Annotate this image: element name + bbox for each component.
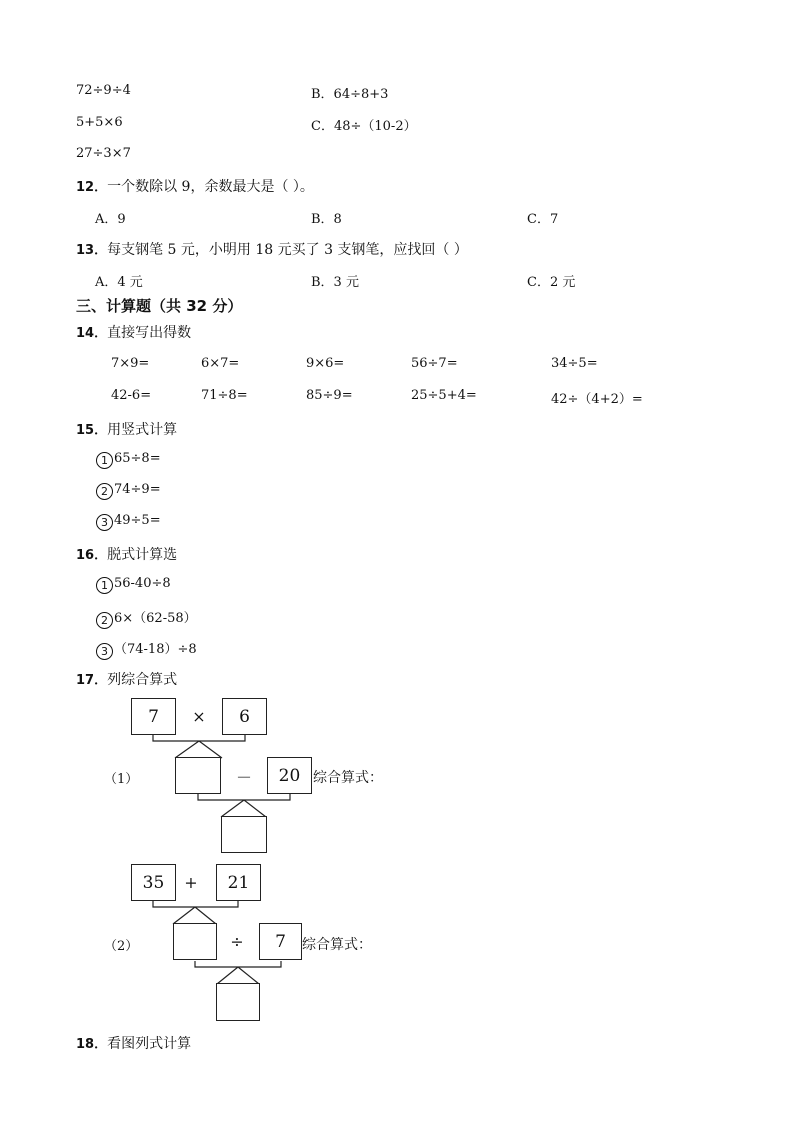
question-number: 13．	[76, 243, 108, 258]
question-text: 每支钢笔 5 元，小明用 18 元买了 3 支钢笔，应找回（ ）	[107, 242, 468, 258]
formula-label: 综合算式：	[313, 770, 383, 786]
question-text: 列综合算式	[107, 672, 178, 688]
prev-option-27: 27÷3×7	[76, 146, 131, 161]
q12-option-a: A．9	[95, 212, 126, 227]
divide-sign: ÷	[230, 932, 244, 951]
calc-item: 34÷5=	[551, 356, 598, 371]
question-text: 直接写出得数	[107, 325, 192, 341]
q12-option-c: C．7	[527, 212, 559, 227]
answer-box-result[interactable]	[221, 816, 267, 853]
question-text: 脱式计算选	[107, 547, 178, 563]
box-first-number: 35	[131, 864, 176, 901]
calc-item: 56÷7=	[411, 356, 458, 371]
circled-number: 3	[96, 643, 113, 660]
question-number: 15．	[76, 423, 108, 438]
question-text: 一个数除以 9，余数最大是（ ）。	[107, 179, 314, 195]
calc-item: 25÷5+4=	[411, 388, 477, 403]
plus-sign: +	[184, 873, 198, 892]
box-second-number: 6	[222, 698, 267, 735]
circled-number: 3	[96, 514, 113, 531]
box-third-number: 20	[267, 757, 312, 794]
calc-item: 6×7=	[201, 356, 240, 371]
q13-option-b: B．3 元	[311, 275, 359, 290]
calc-item: 42-6=	[111, 388, 152, 403]
question-number: 12．	[76, 180, 108, 195]
calc-item: 7×9=	[111, 356, 150, 371]
box-first-number: 7	[131, 698, 176, 735]
answer-box-intermediate[interactable]	[175, 757, 221, 794]
calc-item: 42÷（4+2）=	[551, 392, 643, 407]
part-label: （1）	[104, 772, 139, 787]
part-label: （2）	[104, 939, 139, 954]
question-text: 看图列式计算	[107, 1036, 192, 1052]
multiply-sign: ×	[192, 707, 206, 726]
calc-item: 71÷8=	[201, 388, 248, 403]
q13-option-c: C．2 元	[527, 275, 576, 290]
box-third-number: 7	[259, 923, 302, 960]
expression: 56-40÷8	[114, 576, 171, 591]
question-text: 用竖式计算	[107, 422, 178, 438]
prev-option-72: 72÷9÷4	[76, 83, 131, 98]
answer-box-intermediate[interactable]	[173, 923, 217, 960]
expression: 6×（62-58）	[114, 611, 197, 626]
question-number: 18．	[76, 1037, 108, 1052]
q13-option-a: A．4 元	[95, 275, 143, 290]
calc-item: 9×6=	[306, 356, 345, 371]
box-second-number: 21	[216, 864, 261, 901]
expression: 74÷9=	[114, 482, 161, 497]
minus-sign: －	[235, 768, 252, 787]
question-18	[76, 1033, 191, 1053]
prev-option-5: 5+5×6	[76, 115, 123, 130]
expression: 65÷8=	[114, 451, 161, 466]
circled-number: 2	[96, 612, 113, 629]
circled-number: 2	[96, 483, 113, 500]
expression: （74-18）÷8	[114, 642, 197, 657]
prev-option-c: C．48÷（10-2）	[311, 119, 417, 134]
circled-number: 1	[96, 577, 113, 594]
q12-option-b: B．8	[311, 212, 342, 227]
question-number: 14．	[76, 326, 108, 341]
expression: 49÷5=	[114, 513, 161, 528]
circled-number: 1	[96, 452, 113, 469]
question-number: 16．	[76, 548, 108, 563]
section-title: 三、计算题（共 32 分）	[76, 297, 243, 315]
calc-item: 85÷9=	[306, 388, 353, 403]
answer-box-result[interactable]	[216, 983, 260, 1021]
question-number: 17．	[76, 673, 108, 688]
formula-label: 综合算式：	[302, 937, 372, 953]
prev-option-b: B．64÷8+3	[311, 87, 389, 102]
